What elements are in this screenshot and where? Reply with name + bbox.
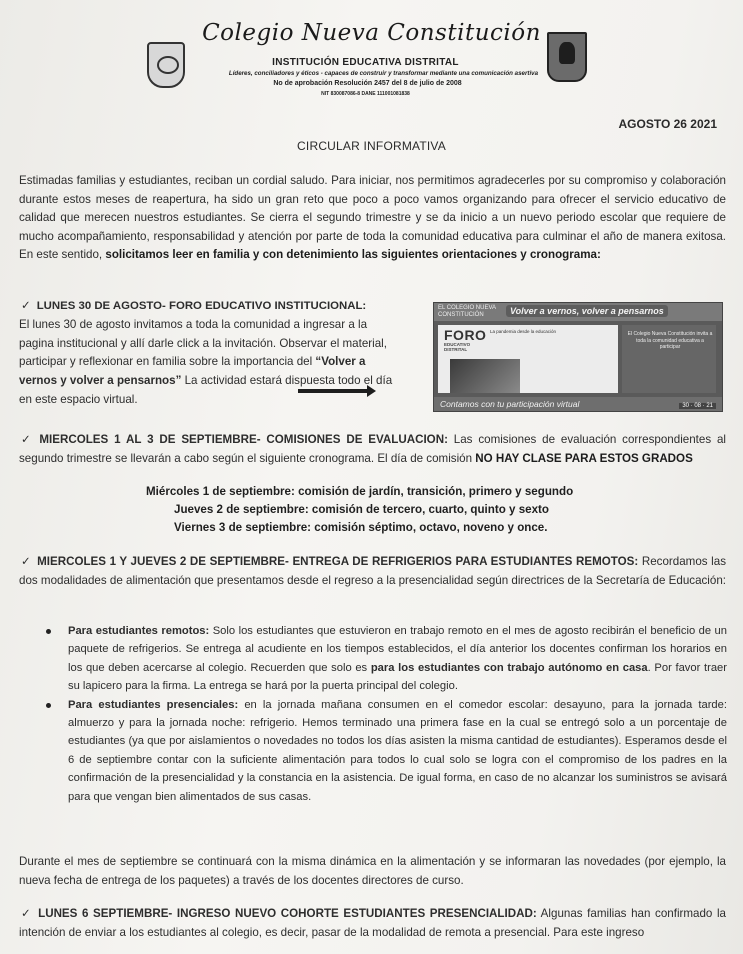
bullet-icon (46, 629, 51, 634)
image-bottom-text: Contamos con tu participación virtual (440, 399, 580, 409)
image-tag: EL COLEGIO NUEVA CONSTITUCIÓN (438, 305, 496, 318)
image-date-badge: 30 · 08 · 21 (679, 403, 716, 409)
foro-text: El lunes 30 de agosto invitamos a toda la comunidad a ingresar a la pagina institucional y allí darle click a la invitación. Observar el material, participar y reflexionar en familia sobre la importancia del (19, 317, 387, 369)
image-right-text: El Colegio Nueva Constitución invita a toda la comunidad educativa a participar (627, 331, 713, 350)
intro-text: Estimadas familias y estudiantes, reciban un cordial saludo. Para iniciar, nos permitimos agradecerles por su compromiso y colaboración durante estos meses de reapertura, ha sido un gran reto que poco a poco vamos organizando para ofrecer el servicio educativo de calidad que merecen nuestros estudiantes. Se cierra el segundo trimestre y se da inicio a un nuevo periodo escolar que requiere de mucho acompañamiento, responsabilidad y atención por parte de toda la comunidad educativa para culminar el año de manera exitosa. En este sentido, (19, 174, 726, 261)
bullet-bold-2: para los estudiantes con trabajo autónomo en casa (370, 661, 648, 674)
bullet-bold: Para estudiantes remotos: (68, 625, 210, 637)
bullet-text: Solo los estudiantes que estuvieron en trabajo remoto en el mes de agosto recibirán el beneficio de un paquete de refrigerios. Se entrega al acudiente en los tiempos establecidos, el día anterior los docentes confirman los horarios en los que deben acercarse al colegio. Recuerden que solo es (68, 625, 728, 674)
foro-invitation-image[interactable] (433, 302, 723, 412)
school-name: Colegio Nueva Constitución (202, 20, 541, 46)
image-foro-label: FORO (444, 327, 487, 343)
arrow-right-icon (298, 389, 368, 393)
check-icon: ✓ (21, 907, 33, 920)
bullet-icon (46, 703, 51, 708)
cohorte-heading: LUNES 6 SEPTIEMBRE- INGRESO NUEVO COHORTE ESTUDIANTES PRESENCIALIDAD: (38, 907, 537, 920)
cohorte-text: Algunas familias han confirmado la intención de enviar a los estudiantes al colegio, es decir, pasar de la modalidad de remota a presencial. Para este ingreso (19, 907, 727, 939)
intro-paragraph (19, 172, 726, 265)
list-item (68, 696, 727, 806)
refrigerios-text: Recordamos las dos modalidades de alimentación que presentamos desde el regreso a la presencialidad según directrices de la Secretaría de Educación: (19, 555, 727, 587)
intro-bold-text: solicitamos leer en familia y con detenimiento las siguientes orientaciones y cronograma: (105, 248, 601, 261)
septiembre-paragraph: Durante el mes de septiembre se continuará con la misma dinámica en la alimentación y se informaran las novedades (por ejemplo, la nueva fecha de entrega de los paquetes) a través de los docentes directores de curso. (19, 855, 726, 887)
circular-title: CIRCULAR INFORMATIVA (297, 139, 446, 153)
image-foro-sub: EDUCATIVO DISTRITAL (444, 342, 471, 352)
student-photo (450, 359, 520, 393)
schedule-line-1: Miércoles 1 de septiembre: comisión de jardín, transición, primero y segundo (146, 485, 574, 498)
institution-line: INSTITUCIÓN EDUCATIVA DISTRITAL (272, 57, 459, 68)
refrigerios-paragraph (19, 553, 726, 590)
motto-line: Líderes, conciliadores y éticos - capaces de construir y transformar mediante una comunicación asertiva (228, 70, 539, 77)
foro-text-after: La actividad estará dispuesta todo el día en este espacio virtual. (19, 374, 393, 406)
comisiones-heading: MIERCOLES 1 AL 3 DE SEPTIEMBRE- COMISIONES DE EVALUACION: (39, 433, 448, 446)
check-icon: ✓ (21, 299, 31, 312)
foro-bold: “Volver a vernos y volver a pensarnos” (19, 355, 366, 388)
schedule-line-3: Viernes 3 de septiembre: comisión séptimo, octavo, noveno y once. (174, 521, 548, 534)
image-headline: Volver a vernos, volver a pensarnos (506, 305, 668, 317)
bullet-bold: Para estudiantes presenciales: (68, 698, 239, 711)
refrigerios-heading: MIERCOLES 1 Y JUEVES 2 DE SEPTIEMBRE- ENTREGA DE REFRIGERIOS PARA ESTUDIANTES REMOTOS: (37, 555, 639, 568)
image-small-text: La pandemia desde la educación (490, 329, 557, 334)
list-item (68, 622, 727, 696)
check-icon: ✓ (21, 433, 34, 446)
comisiones-text: Las comisiones de evaluación correspondientes al segundo trimestre se llevarán a cabo según el siguiente cronograma. El día de comisión (19, 433, 726, 465)
comisiones-bold: NO HAY CLASE PARA ESTOS GRADOS (475, 451, 693, 465)
schedule-line-2: Jueves 2 de septiembre: comisión de tercero, cuarto, quinto y sexto (174, 503, 549, 516)
check-icon: ✓ (21, 555, 32, 568)
ids-line: NIT 830087086-8 DANE 111001081838 (321, 91, 410, 97)
refrigerios-list (68, 622, 727, 806)
foro-heading: LUNES 30 DE AGOSTO- FORO EDUCATIVO INSTITUCIONAL: (36, 300, 367, 312)
bullet-text-2: . Por favor traer su lapicero para la firma. La entrega se hará por la puerta principal del colegio. (68, 661, 728, 693)
resolution-line: No de aprobación Resolución 2457 del 8 de julio de 2008 (273, 80, 462, 87)
cohorte-paragraph (19, 905, 726, 942)
foro-body (19, 316, 403, 410)
circular-date: AGOSTO 26 2021 (618, 117, 717, 131)
comisiones-paragraph (19, 431, 726, 468)
bullet-text: en la jornada mañana consumen en el comedor escolar: desayuno, para la jornada tarde: almuerzo y para la jornada noche: refrigerio. Hemos terminado una primera fase en la cual se entregó solo a un porcentaje de estudiantes (ya que por aislamientos o novedades no todos los días asisten la misma cantidad de estudiantes). Esperamos desde el 6 de septiembre contar con la suficiente alimentación para todos lo cual solo se logra con el compromiso de los padres en la confirmación de la presencialidad y la constancia en la asistencia. De igual forma, en caso de no alcanzar los suministros se avisará para que vengan bien alimentados de sus casas. (68, 698, 727, 803)
